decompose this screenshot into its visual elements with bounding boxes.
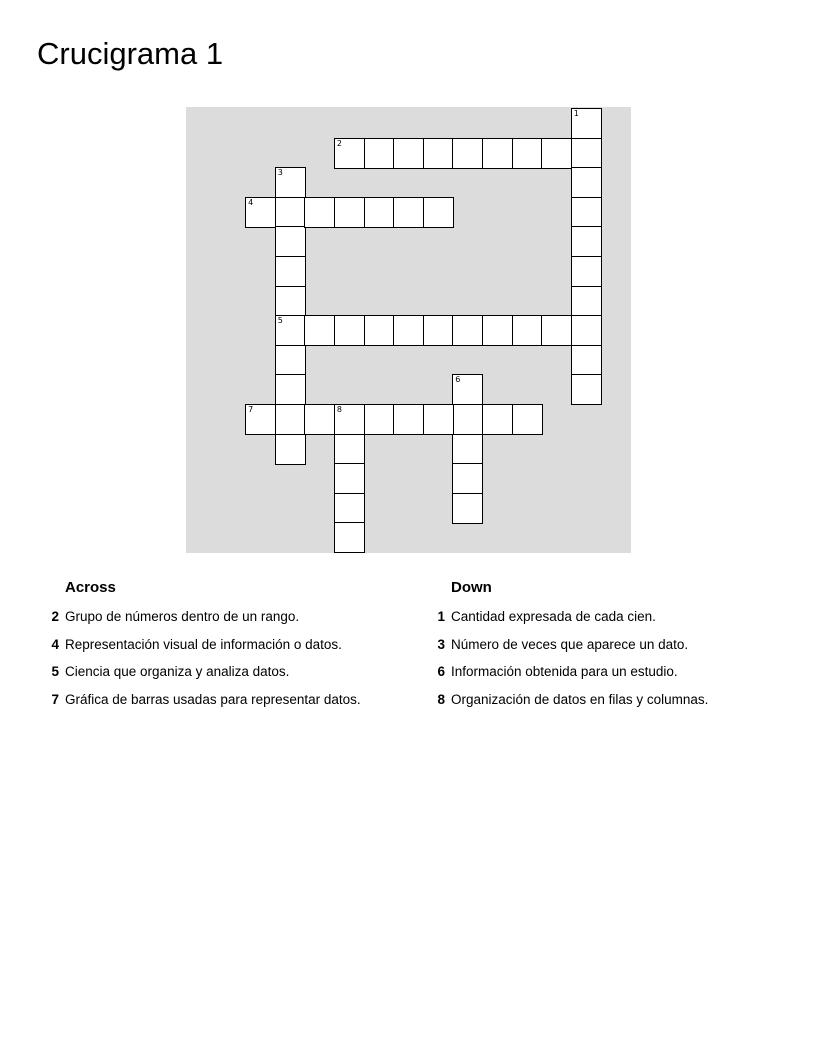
grid-cell[interactable] (275, 404, 306, 435)
grid-cell[interactable] (245, 197, 276, 228)
clue-text: Representación visual de información o datos. (65, 636, 342, 652)
across-heading: Across (65, 579, 116, 596)
grid-cell[interactable] (541, 315, 572, 346)
grid-cell[interactable] (571, 167, 602, 198)
cell-number: 8 (336, 405, 342, 414)
grid-cell[interactable] (571, 197, 602, 228)
grid-cell[interactable] (571, 256, 602, 287)
clue-number: 1 (437, 609, 445, 624)
grid-cell[interactable] (275, 167, 306, 198)
grid-cell[interactable] (364, 315, 395, 346)
down-clue-list (435, 608, 815, 719)
down-clue (435, 691, 815, 719)
cell-number: 7 (248, 405, 254, 414)
grid-cell[interactable] (393, 138, 424, 169)
cell-number: 4 (248, 197, 254, 207)
grid-cell[interactable] (452, 138, 483, 169)
grid-cell[interactable] (275, 345, 306, 376)
clue-text: Organización de datos en filas y columnas. (451, 692, 709, 708)
grid-cell[interactable] (334, 463, 365, 494)
grid-cell[interactable] (275, 197, 306, 228)
clue-number: 2 (51, 609, 59, 624)
clue-text: Grupo de números dentro de un rango. (65, 609, 300, 624)
grid-cell[interactable] (364, 197, 395, 228)
clue-text: Gráfica de barras usadas para representar datos. (65, 692, 361, 708)
across-clue (49, 608, 429, 636)
cell-number: 3 (277, 168, 283, 178)
clue-number: 3 (437, 636, 445, 652)
grid-cell[interactable] (393, 404, 424, 435)
grid-cell[interactable] (571, 226, 602, 257)
grid-cell[interactable] (304, 197, 335, 228)
grid-cell[interactable] (423, 197, 454, 228)
grid-cell[interactable] (364, 404, 395, 435)
clue-number: 8 (437, 692, 445, 708)
grid-cell[interactable] (482, 315, 513, 346)
clue-number: 7 (51, 692, 59, 708)
grid-cell[interactable] (512, 138, 543, 169)
grid-cell[interactable] (571, 108, 602, 139)
grid-cell[interactable] (571, 315, 602, 346)
grid-cell[interactable] (304, 315, 335, 346)
grid-cell[interactable] (452, 463, 483, 494)
grid-cell[interactable] (334, 522, 365, 553)
across-clue (49, 691, 429, 719)
grid-cell[interactable] (571, 138, 602, 169)
grid-cell[interactable] (452, 315, 483, 346)
grid-cell[interactable] (393, 197, 424, 228)
grid-cell[interactable] (571, 374, 602, 405)
grid-cell[interactable] (452, 404, 483, 435)
clue-text: Ciencia que organiza y analiza datos. (65, 664, 290, 680)
grid-cell[interactable] (275, 226, 306, 257)
grid-cell[interactable] (364, 138, 395, 169)
clue-number: 6 (437, 664, 445, 680)
grid-cell[interactable] (423, 404, 454, 435)
grid-cell[interactable] (482, 404, 513, 435)
grid-cell[interactable] (275, 256, 306, 287)
grid-cell[interactable] (304, 404, 335, 435)
grid-cell[interactable] (571, 286, 602, 317)
down-clue (435, 636, 815, 664)
grid-cell[interactable] (275, 286, 306, 317)
grid-cell[interactable] (452, 374, 483, 405)
down-clue (435, 608, 815, 636)
grid-cell[interactable] (423, 315, 454, 346)
across-clue (49, 663, 429, 691)
grid-cell[interactable] (334, 404, 365, 435)
grid-cell[interactable] (482, 138, 513, 169)
grid-cell[interactable] (275, 374, 306, 405)
grid-cell[interactable] (541, 138, 572, 169)
grid-cell[interactable] (334, 138, 365, 169)
cell-number: 5 (277, 316, 283, 326)
grid-cell[interactable] (452, 434, 483, 465)
cell-number: 2 (336, 138, 342, 148)
clue-text: Cantidad expresada de cada cien. (451, 609, 656, 624)
grid-cell[interactable] (245, 404, 276, 435)
clue-number: 4 (51, 636, 59, 652)
grid-cell[interactable] (452, 493, 483, 524)
grid-cell[interactable] (512, 315, 543, 346)
clue-number: 5 (51, 664, 59, 680)
across-clue (49, 636, 429, 664)
crossword-grid (186, 107, 631, 553)
cell-number: 1 (573, 109, 579, 118)
across-clue-list (49, 608, 429, 719)
page-title: Crucigrama 1 (37, 36, 224, 71)
down-clue (435, 663, 815, 691)
cell-number: 6 (455, 375, 461, 385)
grid-cell[interactable] (334, 315, 365, 346)
grid-cell[interactable] (571, 345, 602, 376)
grid-cell[interactable] (334, 493, 365, 524)
grid-cell[interactable] (512, 404, 543, 435)
grid-cell[interactable] (334, 434, 365, 465)
clue-text: Información obtenida para un estudio. (451, 664, 678, 680)
clue-text: Número de veces que aparece un dato. (451, 636, 689, 652)
down-heading: Down (451, 579, 492, 596)
grid-cell[interactable] (275, 315, 306, 346)
grid-cell[interactable] (423, 138, 454, 169)
grid-cell[interactable] (275, 434, 306, 465)
grid-cell[interactable] (393, 315, 424, 346)
grid-cell[interactable] (334, 197, 365, 228)
